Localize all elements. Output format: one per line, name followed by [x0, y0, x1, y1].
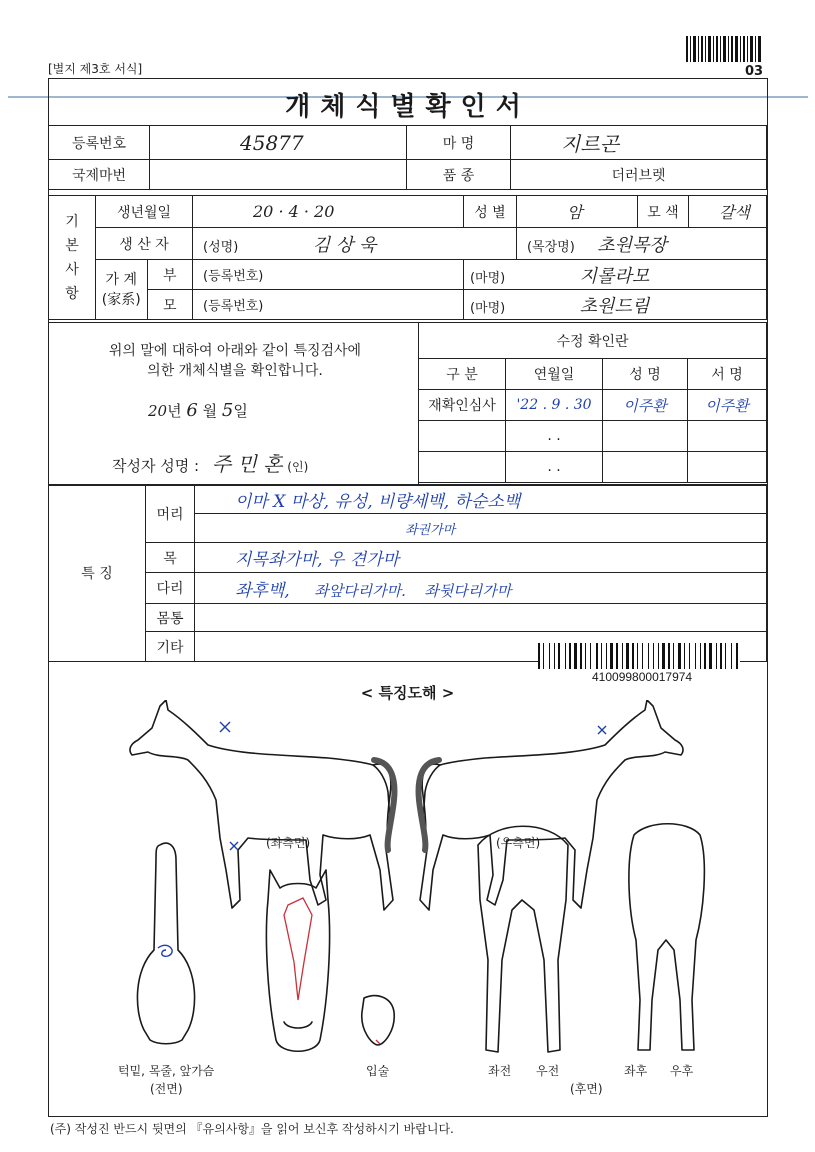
sire-reg-hint: (등록번호) [203, 269, 264, 284]
legs-value-a: 좌후백, [235, 580, 290, 601]
rear-view-drawing [629, 824, 704, 1050]
birth-cell [193, 196, 464, 228]
page-title: 개체식별확인서 [285, 92, 531, 122]
label-lips: 입술 [366, 1064, 390, 1078]
left-tail-drawing [374, 760, 394, 850]
label-right-side: (우측면) [496, 836, 541, 850]
rev-col-sign: 서 명 [688, 359, 767, 390]
date-day: 5 [221, 400, 234, 421]
producer-name-hint: (성명) [203, 239, 239, 255]
label-front-right: 우전 [536, 1064, 560, 1078]
rev-row-sign: 이주환 [688, 390, 767, 421]
sex-value: 암 [566, 203, 583, 222]
label-rear-right: 우후 [670, 1064, 694, 1078]
rev-empty-name-1 [603, 421, 688, 452]
basic-section-label [49, 196, 96, 320]
top-barcode-graphic [686, 36, 762, 62]
neck-front-drawing [137, 843, 194, 1044]
rev-empty-name-2 [603, 452, 688, 483]
barcode-number: 410099800017974 [592, 670, 693, 684]
diagram-red-marks [284, 898, 380, 1044]
writer-row [112, 448, 308, 477]
rev-row-name: 이주환 [603, 390, 688, 421]
sire-reg-cell [193, 260, 464, 290]
date-year: 20 [148, 402, 168, 420]
farm-value: 초원목장 [597, 234, 667, 256]
intl-no-value [150, 160, 407, 190]
rev-empty-sign-2 [688, 452, 767, 483]
rev-col-date: 연월일 [506, 359, 603, 390]
farm-cell [516, 228, 766, 260]
left-side-horse-drawing [130, 700, 393, 910]
rev-empty-date-1: . . [506, 421, 603, 452]
legs-value-c: 좌뒷다리가마 [424, 581, 512, 600]
revision-title: 수정 확인란 [419, 323, 767, 359]
sire-label: 부 [147, 260, 192, 290]
body-label: 몸통 [146, 604, 195, 632]
rev-empty-date-2: . . [506, 452, 603, 483]
mark-neck-whorl [158, 945, 172, 956]
neck-label: 목 [146, 543, 195, 573]
form-label: [별지 제3호 서식] [48, 62, 143, 76]
dam-reg-hint: (등록번호) [203, 299, 264, 314]
breed-label: 품 종 [407, 160, 511, 190]
neck-value: 지목좌가마, 우 견가마 [235, 550, 400, 570]
legs-label: 다리 [146, 573, 195, 604]
features-section-label: 특 징 [49, 485, 146, 662]
producer-label: 생 산 자 [96, 228, 193, 260]
head-add-value: 좌권가마 [405, 522, 456, 538]
date-month-label: 월 [202, 402, 218, 420]
coat-label: 모 색 [637, 196, 688, 228]
sire-name-cell [463, 260, 766, 290]
birth-value: 20 · 4 · 20 [253, 202, 335, 221]
label-front-left: 좌전 [488, 1064, 512, 1078]
statement-line-1: 위의 말에 대하여 아래와 같이 특징검사에 [108, 343, 362, 359]
intl-no-label: 국제마번 [49, 160, 150, 190]
revision-table [418, 322, 767, 483]
head-label: 머리 [146, 485, 195, 543]
name-value: 지르곤 [561, 132, 619, 156]
birth-label: 생년월일 [96, 196, 193, 228]
dam-name-cell [463, 290, 766, 320]
label-front-view: (전면) [150, 1082, 183, 1096]
other-label: 기타 [146, 632, 195, 662]
mark-x-right [598, 726, 606, 734]
coat-cell [688, 196, 766, 228]
lip-mark [376, 1040, 380, 1044]
head-extra-cell [195, 514, 767, 543]
mark-x-left [220, 722, 230, 732]
farm-hint: (목장명) [526, 239, 575, 255]
pedigree-hanja: (家系) [101, 291, 141, 308]
blaze-mark [284, 898, 312, 1000]
neck-cell [195, 543, 767, 573]
statement-line-2: 의한 개체식별을 확인합니다. [147, 363, 323, 379]
pedigree-text: 가 계 [105, 271, 138, 288]
date-day-label: 일 [233, 402, 248, 420]
dam-name-hint: (마명) [469, 300, 506, 316]
horse-diagram [48, 700, 766, 1112]
name-label: 마 명 [407, 126, 511, 160]
sex-cell [516, 196, 637, 228]
legs-value-b: 좌앞다리가마. [314, 581, 406, 600]
legs-cell [195, 573, 767, 604]
reg-no-value: 45877 [240, 130, 304, 155]
issue-date [148, 400, 248, 421]
label-rear-view: (후면) [570, 1082, 603, 1096]
diagram-title: < 특징도해 > [360, 684, 455, 702]
reg-no-cell [150, 126, 407, 160]
label-rear-left: 좌후 [624, 1064, 648, 1078]
sex-label: 성 별 [463, 196, 516, 228]
top-barcode [686, 36, 762, 62]
head-value: 이마 X 마상, 유성, 비량세백, 하순소백 [235, 491, 521, 512]
head-cell [195, 485, 767, 514]
mark-x-leg [230, 842, 238, 850]
rev-empty-sign-1 [688, 421, 767, 452]
basic-section-table [48, 195, 767, 320]
reg-no-label: 등록번호 [49, 126, 150, 160]
coat-value: 갈색 [718, 203, 750, 222]
footer-note: (주) 작성진 반드시 뒷면의 『유의사항』을 읽어 보신후 작성하시기 바랍니다. [50, 1122, 454, 1136]
dam-name-value: 초원드림 [579, 295, 650, 317]
dam-reg-cell [193, 290, 464, 320]
page-number: 03 [745, 64, 764, 79]
right-tail-drawing [419, 760, 439, 850]
basic-info-table [48, 125, 767, 190]
sire-name-value: 지롤라모 [579, 265, 650, 287]
rev-row-type: 재확인심사 [419, 390, 506, 421]
pedigree-label [96, 260, 148, 320]
head-front-drawing [266, 870, 329, 1051]
name-cell [511, 126, 767, 160]
producer-name-value: 김 상 욱 [312, 234, 377, 256]
label-left-side: (좌측면) [266, 836, 311, 850]
sire-name-hint: (마명) [469, 270, 506, 286]
writer-label: 작성자 성명 : [112, 457, 200, 475]
middle-barcode-graphic [538, 643, 740, 669]
rev-row-date: '22 . 9 . 30 [506, 390, 603, 421]
date-year-label: 년 [167, 402, 182, 420]
middle-barcode [538, 643, 740, 671]
body-cell [195, 604, 767, 632]
date-month: 6 [186, 400, 198, 421]
rev-col-name: 성 명 [603, 359, 688, 390]
basic-section-text: 기본사항 [65, 213, 79, 302]
rev-empty-type-2 [419, 452, 506, 483]
right-side-horse-drawing [420, 700, 683, 910]
writer-seal: (인) [287, 460, 309, 474]
features-table [48, 484, 767, 662]
lips-drawing [362, 996, 394, 1045]
producer-name-cell [193, 228, 517, 260]
breed-value: 더러브렛 [511, 160, 767, 190]
writer-value: 주 민 혼 [211, 452, 283, 476]
rev-empty-type-1 [419, 421, 506, 452]
dam-label: 모 [147, 290, 192, 320]
label-neck-chest: 턱밑, 목줄, 앞가슴 [118, 1064, 215, 1078]
rev-col-type: 구 분 [419, 359, 506, 390]
